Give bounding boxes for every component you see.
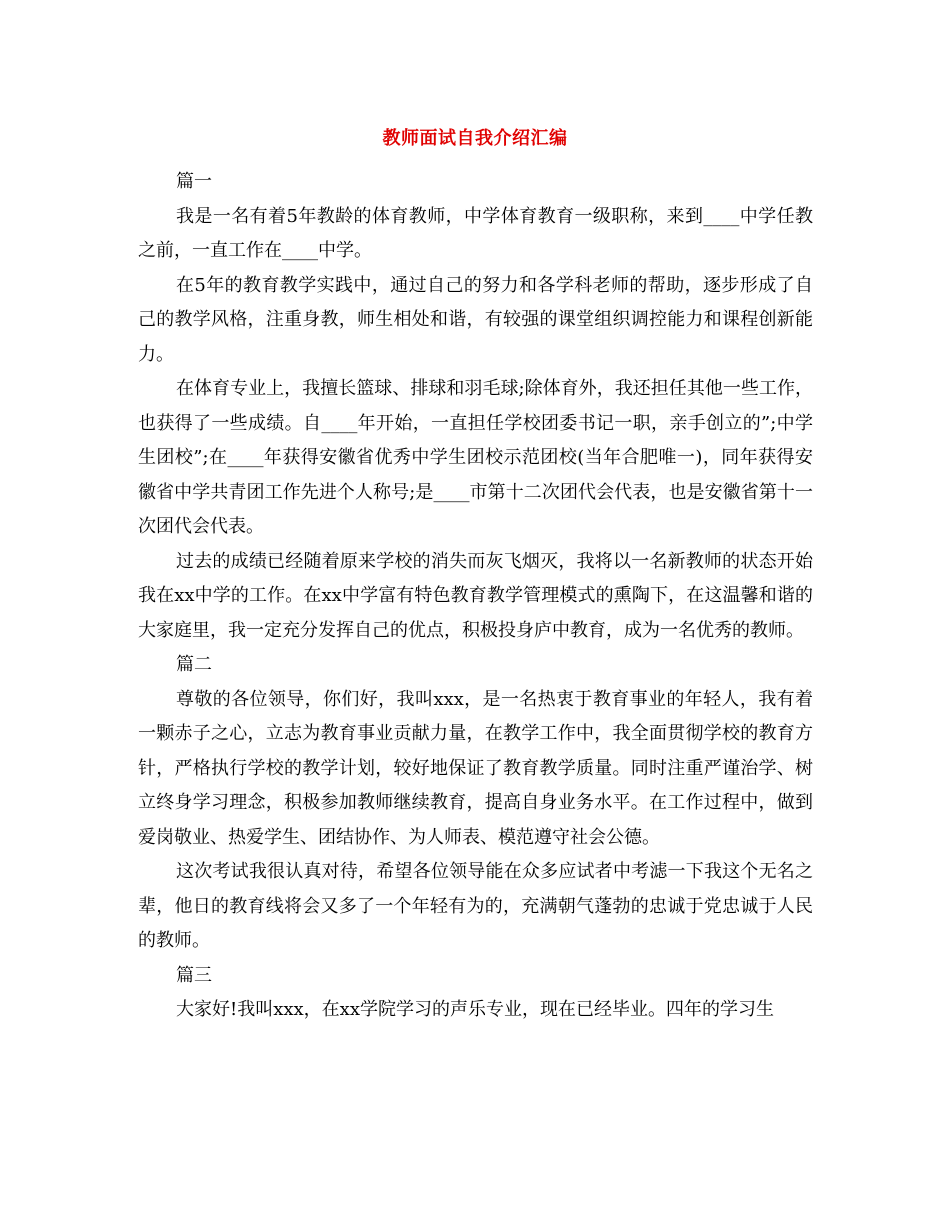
section-3 bbox=[138, 959, 813, 1028]
section-heading: 篇二 bbox=[176, 654, 212, 675]
section-heading: 篇一 bbox=[176, 171, 212, 192]
paragraph: 大家好!我叫xxx，在xx学院学习的声乐专业，现在已经毕业。四年的学习生 bbox=[176, 999, 774, 1020]
section-1 bbox=[138, 165, 813, 648]
section-2 bbox=[138, 648, 813, 959]
document-body bbox=[138, 165, 813, 1028]
paragraph: 过去的成绩已经随着原来学校的消失而灰飞烟灭，我将以一名新教师的状态开始我在xx中学的工作。在xx中学富有特色教育教学管理模式的熏陶下，在这温馨和谐的大家庭里，我一定充分发挥自己的优点，积极投身庐中教育，成为一名优秀的教师。 bbox=[138, 550, 813, 641]
paragraph: 尊敬的各位领导，你们好，我叫xxx，是一名热衷于教育事业的年轻人，我有着一颗赤子之心，立志为教育事业贡献力量，在教学工作中，我全面贯彻学校的教育方针，严格执行学校的教学计划，较好地保证了教育教学质量。同时注重严谨治学、树立终身学习理念，积极参加教师继续教育，提高自身业务水平。在工作过程中，做到爱岗敬业、热爱学生、团结协作、为人师表、模范遵守社会公德。 bbox=[138, 688, 813, 848]
paragraph: 在5年的教育教学实践中，通过自己的努力和各学科老师的帮助，逐步形成了自己的教学风格，注重身教，师生相处和谐，有较强的课堂组织调控能力和课程创新能力。 bbox=[138, 274, 813, 365]
paragraph: 这次考试我很认真对待，希望各位领导能在众多应试者中考滤一下我这个无名之辈，他日的教育线将会又多了一个年轻有为的，充满朝气蓬勃的忠诚于党忠诚于人民的教师。 bbox=[138, 861, 813, 951]
document-title: 教师面试自我介绍汇编 bbox=[382, 128, 568, 149]
paragraph: 在体育专业上，我擅长篮球、排球和羽毛球;除体育外，我还担任其他一些工作，也获得了一些成绩。自____年开始，一直担任学校团委书记一职，亲手创立的”;中学生团校”;在____年获得安徽省优秀中学生团校示范团校(当年合肥唯一)，同年获得安徽省中学共青团工作先进个人称号;是____市第十二次团代会代表，也是安徽省第十一次团代会代表。 bbox=[138, 378, 813, 537]
paragraph: 我是一名有着5年教龄的体育教师，中学体育教育一级职称，来到____中学任教之前，一直工作在____中学。 bbox=[138, 205, 813, 261]
section-heading: 篇三 bbox=[176, 964, 212, 986]
